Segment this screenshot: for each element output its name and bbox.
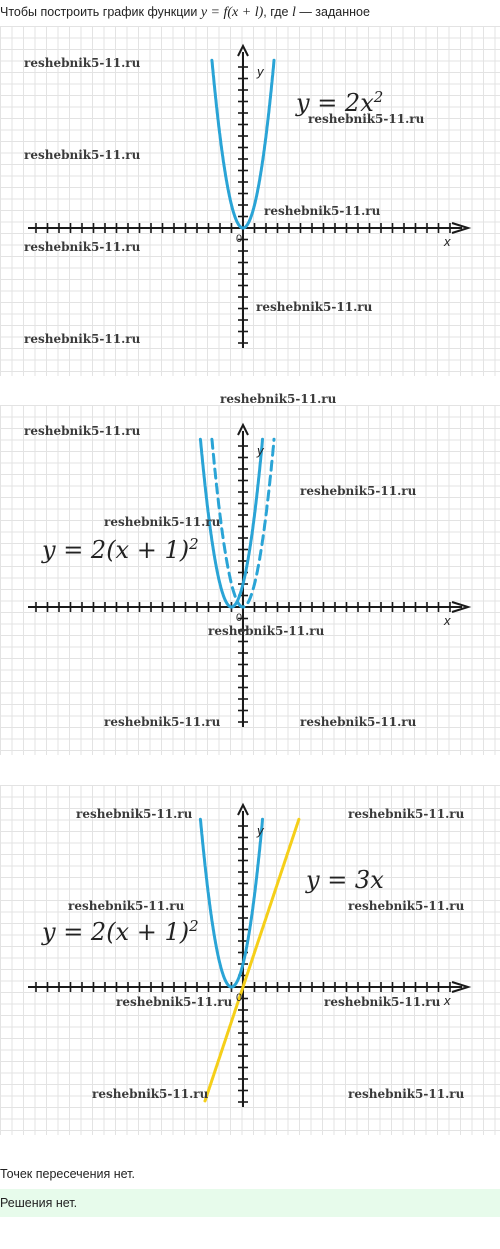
watermark: reshebnik5-11.ru (264, 204, 381, 218)
watermark: reshebnik5-11.ru (24, 56, 141, 70)
watermark: reshebnik5-11.ru (24, 148, 141, 162)
watermark: reshebnik5-11.ru (348, 807, 465, 821)
watermark: reshebnik5-11.ru (104, 715, 221, 729)
equation-3b: $y = 2(x + 1)^2$ (42, 917, 199, 946)
watermark: reshebnik5-11.ru (256, 300, 373, 314)
x-axis-label: x (444, 993, 451, 1008)
watermark: reshebnik5-11.ru (300, 484, 417, 498)
watermark: reshebnik5-11.ru (92, 1087, 209, 1101)
intro-formula: y = f(x + l) (200, 5, 264, 20)
figure-2-plot (0, 405, 500, 755)
y-axis-label: y (257, 443, 264, 458)
intro-var: l (291, 5, 296, 20)
figure-2 (0, 405, 500, 755)
intro-lead: Чтобы построить график функции (0, 5, 198, 19)
watermark: reshebnik5-11.ru (104, 515, 221, 529)
answer-text: Точек пересечения нет. (0, 1167, 135, 1181)
figure-3-plot (0, 785, 500, 1135)
y-axis-label: y (257, 823, 264, 838)
watermark: reshebnik5-11.ru (68, 899, 185, 913)
watermark: reshebnik5-11.ru (300, 715, 417, 729)
origin-label: 0 (236, 233, 243, 245)
figure-3 (0, 785, 500, 1135)
origin-label: 0 (236, 992, 243, 1004)
watermark: reshebnik5-11.ru (220, 392, 337, 406)
equation-3a: y = 3x (306, 866, 384, 894)
result-banner: Решения нет. (0, 1189, 500, 1217)
intro-suffix: , где (263, 5, 289, 19)
watermark: reshebnik5-11.ru (24, 240, 141, 254)
x-axis-label: x (444, 613, 451, 628)
parabola-shifted-curve (200, 819, 262, 987)
equation-2: $y = 2(x + 1)^2$ (42, 535, 199, 564)
origin-label: 0 (236, 612, 243, 624)
watermark: reshebnik5-11.ru (76, 807, 193, 821)
watermark: reshebnik5-11.ru (24, 332, 141, 346)
watermark: reshebnik5-11.ru (308, 112, 425, 126)
watermark: reshebnik5-11.ru (116, 995, 233, 1009)
equation-1: $y = 2x^2$ (296, 88, 384, 117)
watermark: reshebnik5-11.ru (348, 1087, 465, 1101)
y-axis-label: y (257, 64, 264, 79)
intro-text (0, 4, 500, 21)
x-axis-label: x (444, 234, 451, 249)
watermark: reshebnik5-11.ru (208, 624, 325, 638)
figure-1 (0, 26, 500, 376)
watermark: reshebnik5-11.ru (24, 424, 141, 438)
figure-1-plot (0, 26, 500, 376)
watermark: reshebnik5-11.ru (348, 899, 465, 913)
watermark: reshebnik5-11.ru (324, 995, 441, 1009)
intro-tail: — заданное (299, 5, 370, 19)
